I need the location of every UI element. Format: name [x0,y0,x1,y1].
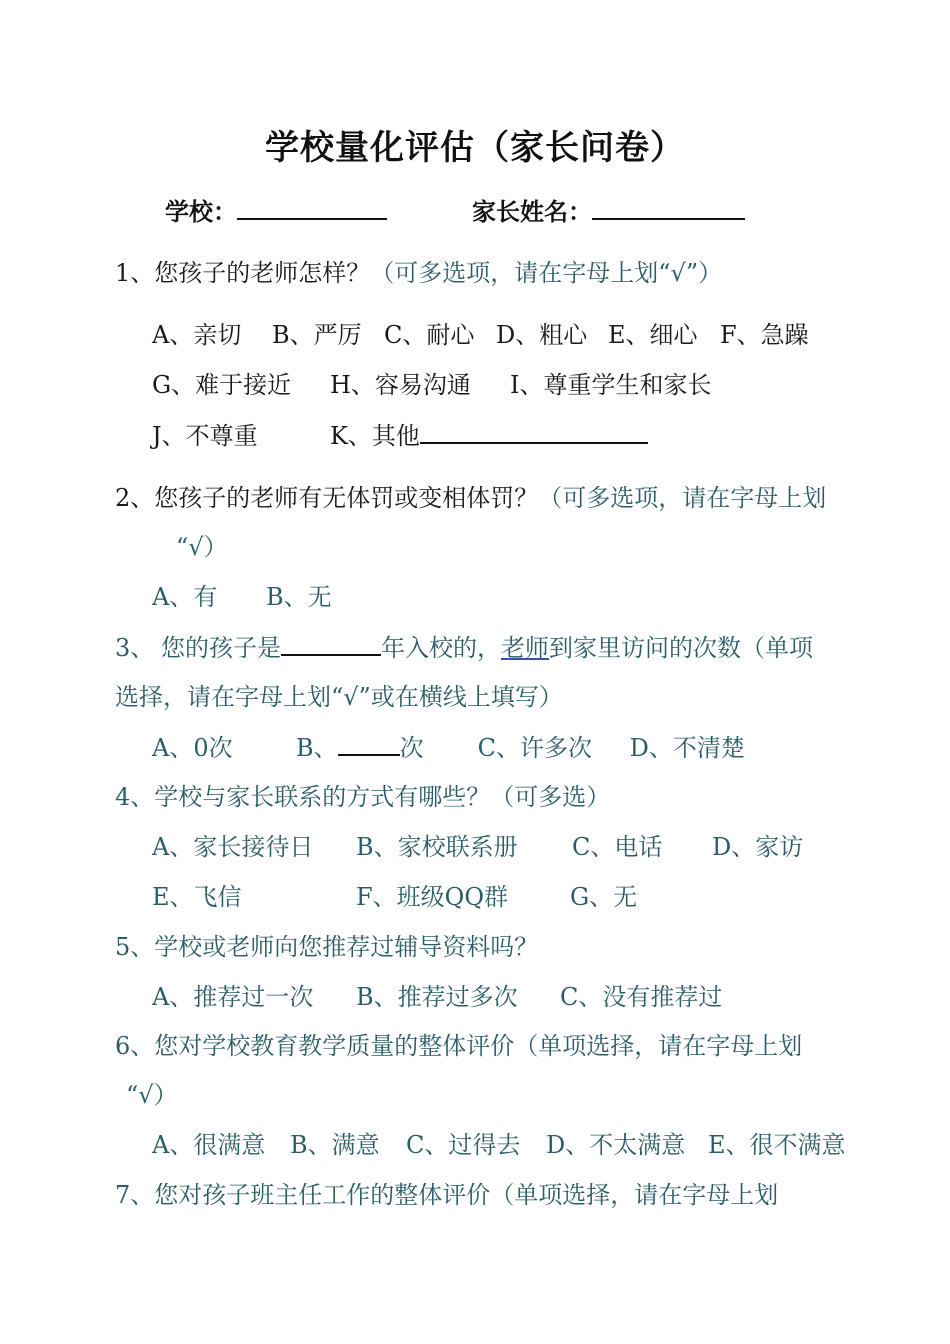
option[interactable]: E、很不满意 [708,1131,846,1159]
question-1-hint: （可多选项，请在字母上划“√”） [370,259,723,287]
question-7-stem: 7、您对孩子班主任工作的整体评价（单项选择，请在字母上划 [115,1181,779,1209]
question-2-hint-cont: “√） [176,533,228,561]
question-3 [115,632,813,663]
question-4-options-row1 [152,832,803,862]
other-blank[interactable] [420,420,648,444]
option[interactable]: A、很满意 [152,1131,266,1159]
question-4-options-row2 [152,882,637,912]
option[interactable]: H、容易沟通 [330,371,471,399]
option[interactable]: D、不清楚 [629,734,745,762]
question-3-options [152,732,745,763]
question-2 [115,483,826,513]
question-6-options [152,1130,846,1160]
question-1-options-row3 [152,420,648,451]
option[interactable]: A、家长接待日 [152,833,314,861]
option[interactable]: A、亲切 [152,321,242,349]
question-3-mid: 年入校的， [381,634,501,662]
option-b-unit: 次 [399,734,424,762]
option[interactable]: B、家校联系册 [356,833,518,861]
option[interactable]: C、没有推荐过 [560,983,723,1011]
question-3-pre: 您的孩子是 [161,634,281,662]
question-6-stem: 6、您对学校教育教学质量的整体评价（单项选择，请在字母上划 [115,1032,803,1060]
question-1-stem: 1、您孩子的老师怎样？ [115,259,371,287]
question-5-stem: 5、学校或老师向您推荐过辅导资料吗？ [115,933,539,961]
parent-name-label: 家长姓名： [472,197,592,226]
option[interactable]: B、满意 [290,1131,380,1159]
option[interactable]: B、推荐过多次 [356,983,518,1011]
option[interactable]: K、其他 [330,422,420,450]
option[interactable]: C、耐心 [384,321,475,349]
option[interactable]: J、不尊重 [152,422,258,450]
school-field [165,196,387,228]
option[interactable]: A、0次 [152,734,233,762]
option[interactable]: D、粗心 [496,321,588,349]
option[interactable]: E、细心 [608,321,698,349]
option[interactable]: C、电话 [572,833,663,861]
option[interactable]: C、许多次 [477,734,593,762]
option[interactable]: B、 [296,734,338,762]
question-2-hint: （可多选项，请在字母上划 [538,484,827,512]
question-4-stem: 4、学校与家长联系的方式有哪些？（可多选） [115,783,611,811]
question-1 [115,258,722,288]
visit-count-blank[interactable] [338,732,400,756]
option[interactable]: A、推荐过一次 [152,983,314,1011]
option[interactable]: B、严厉 [272,321,362,349]
option[interactable]: D、家访 [712,833,804,861]
option[interactable]: D、不太满意 [546,1131,686,1159]
parent-name-blank[interactable] [592,196,745,220]
question-3-line2: 选择，请在字母上划“√”或在横线上填写） [115,683,563,711]
option[interactable]: I、尊重学生和家长 [510,371,712,399]
question-5-options [152,982,722,1012]
option[interactable]: E、飞信 [152,883,242,911]
question-1-options-row1 [152,320,809,350]
option[interactable]: F、班级QQ群 [356,883,509,911]
question-1-options-row2 [152,370,711,400]
option[interactable]: G、无 [570,883,638,911]
question-3-post: 到家里访问的次数（单项 [549,634,813,662]
school-label: 学校： [165,197,237,226]
option[interactable]: A、有 [152,583,218,611]
option[interactable]: C、过得去 [406,1131,521,1159]
page-title: 学校量化评估（家长问卷） [265,128,685,168]
enroll-year-blank[interactable] [281,632,381,656]
option[interactable]: F、急躁 [720,321,809,349]
question-2-stem: 2、您孩子的老师有无体罚或变相体罚？ [115,484,539,512]
school-blank[interactable] [237,196,387,220]
question-6-stem-cont: “√） [126,1081,178,1109]
option[interactable]: B、无 [266,583,332,611]
teacher-word: 老师 [501,634,549,662]
parent-name-field [472,196,745,228]
question-2-options [152,582,332,612]
question-3-num: 3、 [115,634,155,662]
option[interactable]: G、难于接近 [152,371,292,399]
